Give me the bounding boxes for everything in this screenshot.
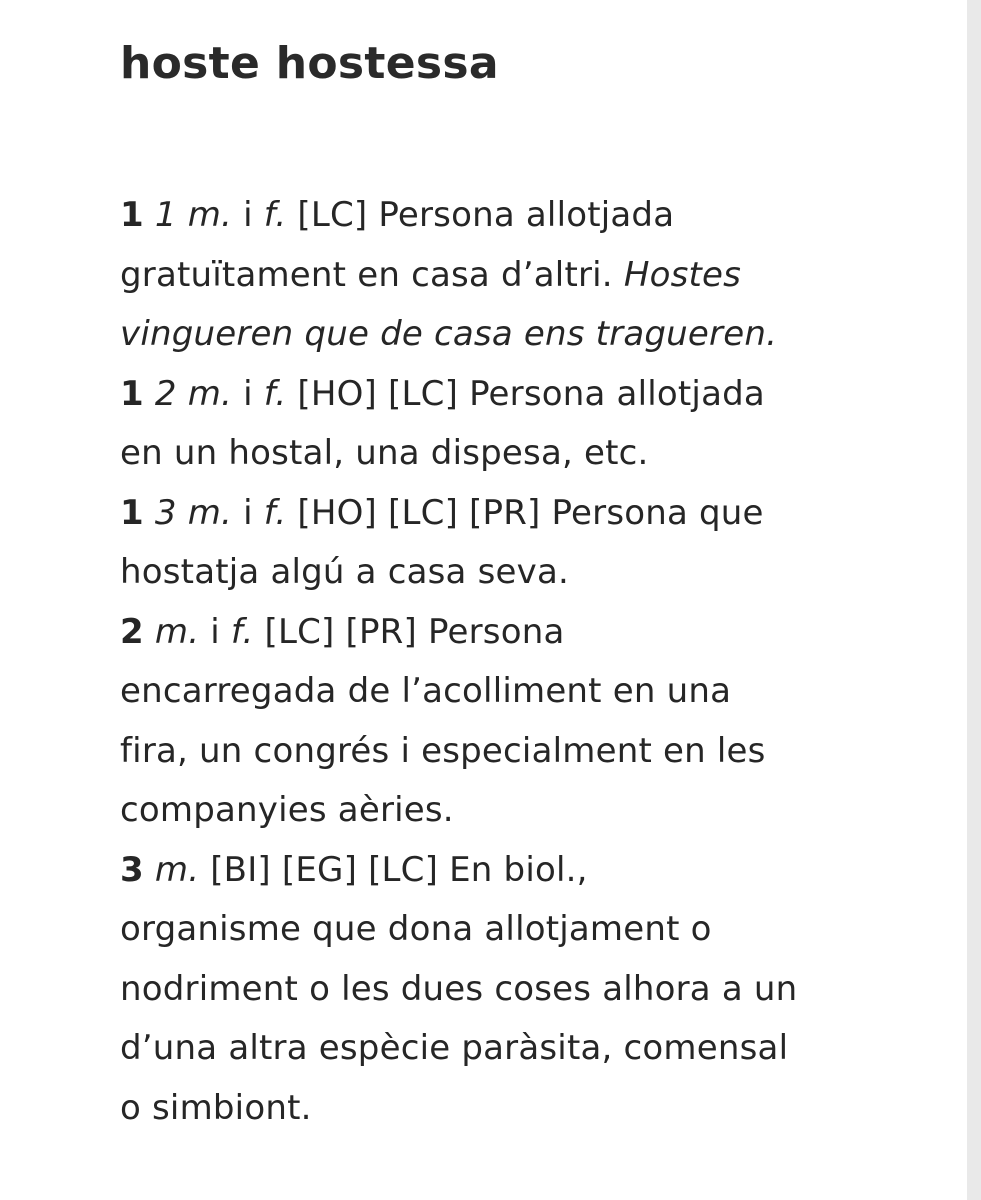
grammar-conjunction: i [243, 195, 253, 235]
grammar-label: f. [263, 195, 287, 235]
sense-number: 1 [120, 373, 144, 414]
sense-line [120, 900, 955, 960]
sense-1-1 [120, 186, 955, 365]
definition-text: Persona que [551, 492, 764, 533]
grammar-label: m. [154, 849, 200, 890]
definition-text: d’una altra espècie paràsita, comensal [120, 1028, 789, 1068]
sense-line [120, 960, 955, 1020]
example-text: vingueren que de casa ens tragueren. [120, 314, 778, 354]
grammar-label: m. [154, 611, 200, 652]
sense-line [120, 781, 955, 841]
definition-text: En biol., [449, 849, 588, 890]
sense-line [120, 722, 955, 782]
grammar-label: m. [187, 492, 233, 533]
sense-number: 1 [120, 492, 144, 533]
domain-labels: [HO] [LC] [297, 373, 459, 414]
definition-list [120, 186, 955, 1138]
sense-number: 2 [120, 611, 144, 652]
page-edge-shadow [967, 0, 981, 1200]
grammar-conjunction: i [243, 373, 253, 414]
grammar-label: m. [187, 373, 233, 414]
sense-line [120, 1079, 955, 1139]
definition-text: organisme que dona allotjament o [120, 909, 712, 949]
sense-line [120, 424, 955, 484]
example-text: Hostes [623, 254, 742, 295]
grammar-conjunction: i [210, 611, 220, 652]
sense-line [120, 186, 955, 246]
dictionary-entry [120, 24, 955, 1138]
sense-line [120, 662, 955, 722]
grammar-conjunction: i [243, 492, 253, 533]
sense-2 [120, 603, 955, 841]
grammar-label: f. [263, 373, 287, 414]
definition-text: Persona [428, 611, 565, 652]
grammar-label: m. [187, 195, 233, 235]
definition-text: o simbiont. [120, 1087, 312, 1128]
domain-labels: [BI] [EG] [LC] [210, 849, 439, 890]
grammar-label: f. [230, 611, 254, 652]
grammar-label: f. [263, 492, 287, 533]
definition-text: Persona allotjada [378, 195, 675, 235]
sense-line [120, 543, 955, 603]
domain-labels: [LC] [PR] [264, 611, 417, 652]
definition-text: encarregada de l’acolliment en una [120, 671, 732, 711]
domain-labels: [HO] [LC] [PR] [297, 492, 541, 533]
subsense-number: 3 [154, 492, 177, 533]
entry-headword: hoste hostessa [120, 38, 499, 89]
sense-number: 3 [120, 849, 144, 890]
sense-1-3 [120, 484, 955, 603]
definition-text: Persona allotjada [469, 373, 765, 414]
definition-text: gratuïtament en casa d’altri. [120, 254, 613, 295]
definition-text: hostatja algú a casa seva. [120, 552, 569, 592]
definition-text: en un hostal, una dispesa, etc. [120, 433, 649, 473]
sense-number: 1 [120, 195, 144, 235]
sense-line [120, 305, 955, 365]
sense-3 [120, 841, 955, 1139]
definition-text: companyies aèries. [120, 790, 454, 830]
definition-text: nodriment o les dues coses alhora a un [120, 968, 798, 1009]
definition-text: fira, un congrés i especialment en les [120, 730, 766, 771]
sense-line [120, 484, 955, 544]
sense-line [120, 246, 955, 306]
subsense-number: 1 [154, 195, 177, 235]
subsense-number: 2 [154, 373, 177, 414]
sense-line [120, 365, 955, 425]
sense-1-2 [120, 365, 955, 484]
sense-line [120, 841, 955, 901]
sense-line [120, 1019, 955, 1079]
domain-labels: [LC] [297, 195, 368, 235]
sense-line [120, 603, 955, 663]
